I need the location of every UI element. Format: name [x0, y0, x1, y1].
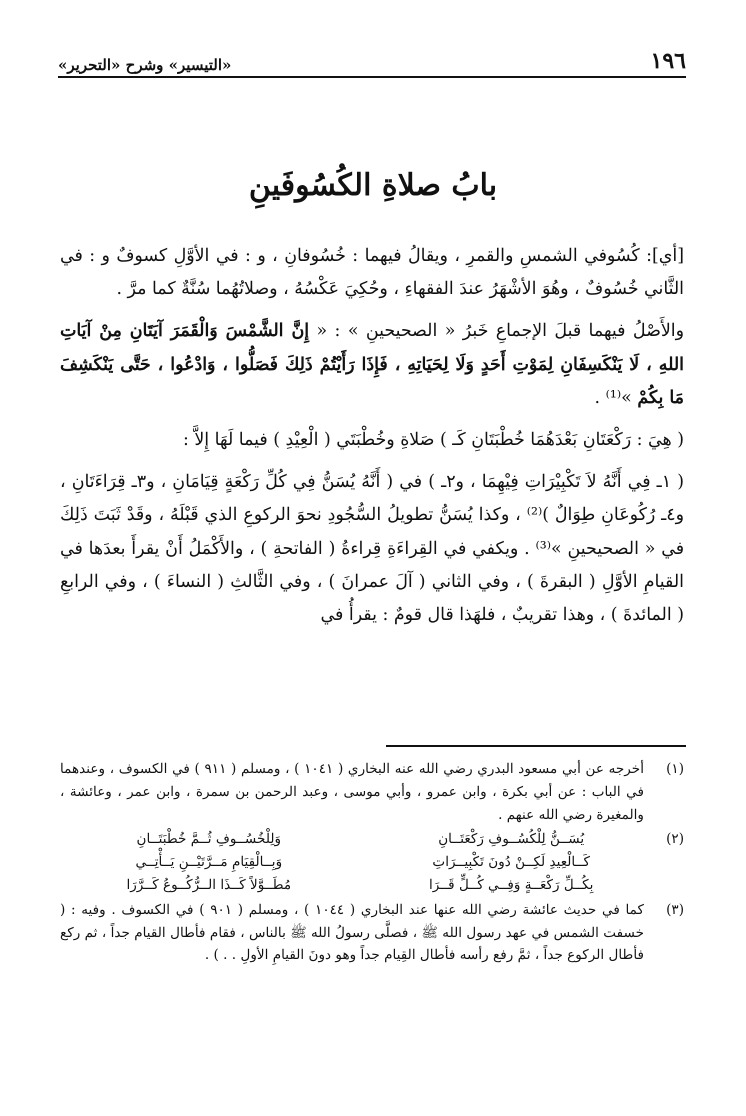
footnote-number: (١): [666, 761, 684, 777]
footnote-text: كما في حديث عائشة رضي الله عنها عند البخاري ( ١٠٤٤ ) ، ومسلم ( ٩٠١ ) في الكسوف . وفيه : ( خسفت الشمس في عهد رسول الله ﷺ ، فصلَّى رسولُ الله ﷺ بالناس ، فقام فأطال القيام جداً ، ثم ركع فأطال الركوع جداً ، ثمَّ رفع رأسه فأطال القِيام جداً وهو دونَ القيامِ الأولِ . . ) .: [60, 901, 644, 964]
body-paragraph: [60, 424, 684, 457]
hadith-quote: إِنَّ الشَّمْسَ وَالْقَمَرَ آيَتَانِ مِنْ آيَاتِ اللهِ ، لَا يَنْكَسِفَانِ لِمَوْتِ أَحَدٍ وَلَا لِحَيَاتِهِ ، فَإِذَا رَأَيْتُمْ ذَلِكَ فَصَلُّوا ، وَادْعُوا ، حَتَّى يَنْكَشِفَ مَا بِكُمْ: [60, 321, 684, 408]
chapter-title: بابُ صلاةِ الكُسُوفَينِ: [248, 168, 498, 203]
footnote-number: (٢): [666, 831, 684, 848]
footnote-number: (٣): [666, 901, 684, 918]
body-paragraph: [60, 466, 684, 632]
page-header: [58, 44, 686, 74]
footnotes: [60, 758, 684, 969]
footnote: [60, 828, 684, 896]
text-run: ( ١ـ فِي أَنَّهُ لاَ تَكْبِيْرَاتِ فِيْهِمَا ، و٢ـ ) في ( أَنَّهُ يُسَنُّ فِي كُلِّ رَكْعَةٍ قِيَامَانِ ، و٣ـ قِرَاءَتَانِ ، و٤ـ رُكُوعَانِ طِوَالٌ )⁽²⁾ ، وكذا يُسَنُّ تطويلُ السُّجُودِ نحوَ الركوعِ الذي قَبْلَهُ ، وقَدْ ثَبَتَ ذَلِكَ في « الصحيحينِ »⁽³⁾ . ويكفي في القِراءَةِ قِراءةُ ( الفاتحةِ ) ، والأَكْمَلُ أَنْ يقرأَ بعدَها في القيامِ الأوَّلِ ( البقرةَ ) ، وفي الثاني ( آلَ عمرانَ ) ، وفي الثَّالثِ ( النساءَ ) ، وفي الرابعِ ( المائدةَ ) ، وهذا تقريبٌ ، فلهَذا قال قومٌ : يقرأُ في: [60, 472, 685, 626]
verse-hemistich: وَلِلْخُسُــوفِ ثُــمَّ خُطْبَتَــانِ: [136, 831, 282, 848]
text-run: ( هِيَ : رَكْعَتَانِ بَعْدَهُمَا خُطْبَتَانِ كَـ ) صَلاةِ وخُطْبَتَي ( الْعِيْدِ ) فيما لَهَا إِلاَّ :: [182, 430, 684, 451]
main-text: [60, 240, 684, 632]
running-title: «التيسير» وشرح «التحرير»: [58, 56, 232, 74]
body-paragraph: [60, 240, 684, 306]
footnote-verses: [60, 828, 644, 896]
footnote-divider: [386, 745, 686, 747]
footnote: [60, 758, 684, 826]
verse-line: [60, 851, 644, 874]
verse-line: [60, 828, 644, 851]
body-paragraph: [60, 315, 684, 415]
text-run: والأَصْلُ فيهما قبلَ الإجماعِ خَبرُ « الصحيحينِ » : «: [309, 321, 684, 342]
verse-hemistich: بِكُــلِّ رَكْعَــةٍ وَفِــي كُــلٍّ قَــرَا: [428, 876, 594, 893]
verse-hemistich: مُطَــوَّلاً كَــذَا الــرُّكُــوعُ كَــرَّرَا: [126, 876, 292, 893]
verse-hemistich: وَبِــالْقِيَامِ مَــرَّتَيْــنِ يَــأْتِــي: [135, 854, 283, 871]
text-run: »⁽¹⁾ .: [594, 387, 638, 408]
footnote: [60, 899, 684, 967]
verse-line: [60, 874, 644, 897]
header-divider: [58, 76, 686, 78]
text-run: [أي]: كُسُوفي الشمسِ والقمرِ ، ويقالُ فيهما : خُسُوفانِ ، و : في الأوَّلِ كسوفٌ و : في الثَّاني خُسُوفٌ ، وهُوَ الأشْهَرُ عندَ الفقهاءِ ، وحُكِيَ عَكْسُهُ ، وصلاتُهُما سُنَّةٌ كما مرَّ .: [60, 246, 684, 300]
verse-hemistich: يُسَــنُّ لِلْكُسُــوفِ رَكْعَتَــانِ: [438, 831, 585, 848]
page-number: ١٩٦: [650, 48, 686, 74]
footnote-text: أخرجه عن أبي مسعود البدري رضي الله عنه البخاري ( ١٠٤١ ) ، ومسلم ( ٩١١ ) في الكسوف ، وعندهما في الباب : عن أبي بكرة ، وابن عمرو ، وأبي موسى ، وعبد الرحمن بن سمرة ، وابن عمر ، وعائشة ، والمغيرة رضي الله عنهم .: [60, 761, 644, 823]
verse-hemistich: كَــالْعِيدِ لَكِــنْ دُونَ تَكْبِيــرَاتِ: [432, 854, 590, 871]
